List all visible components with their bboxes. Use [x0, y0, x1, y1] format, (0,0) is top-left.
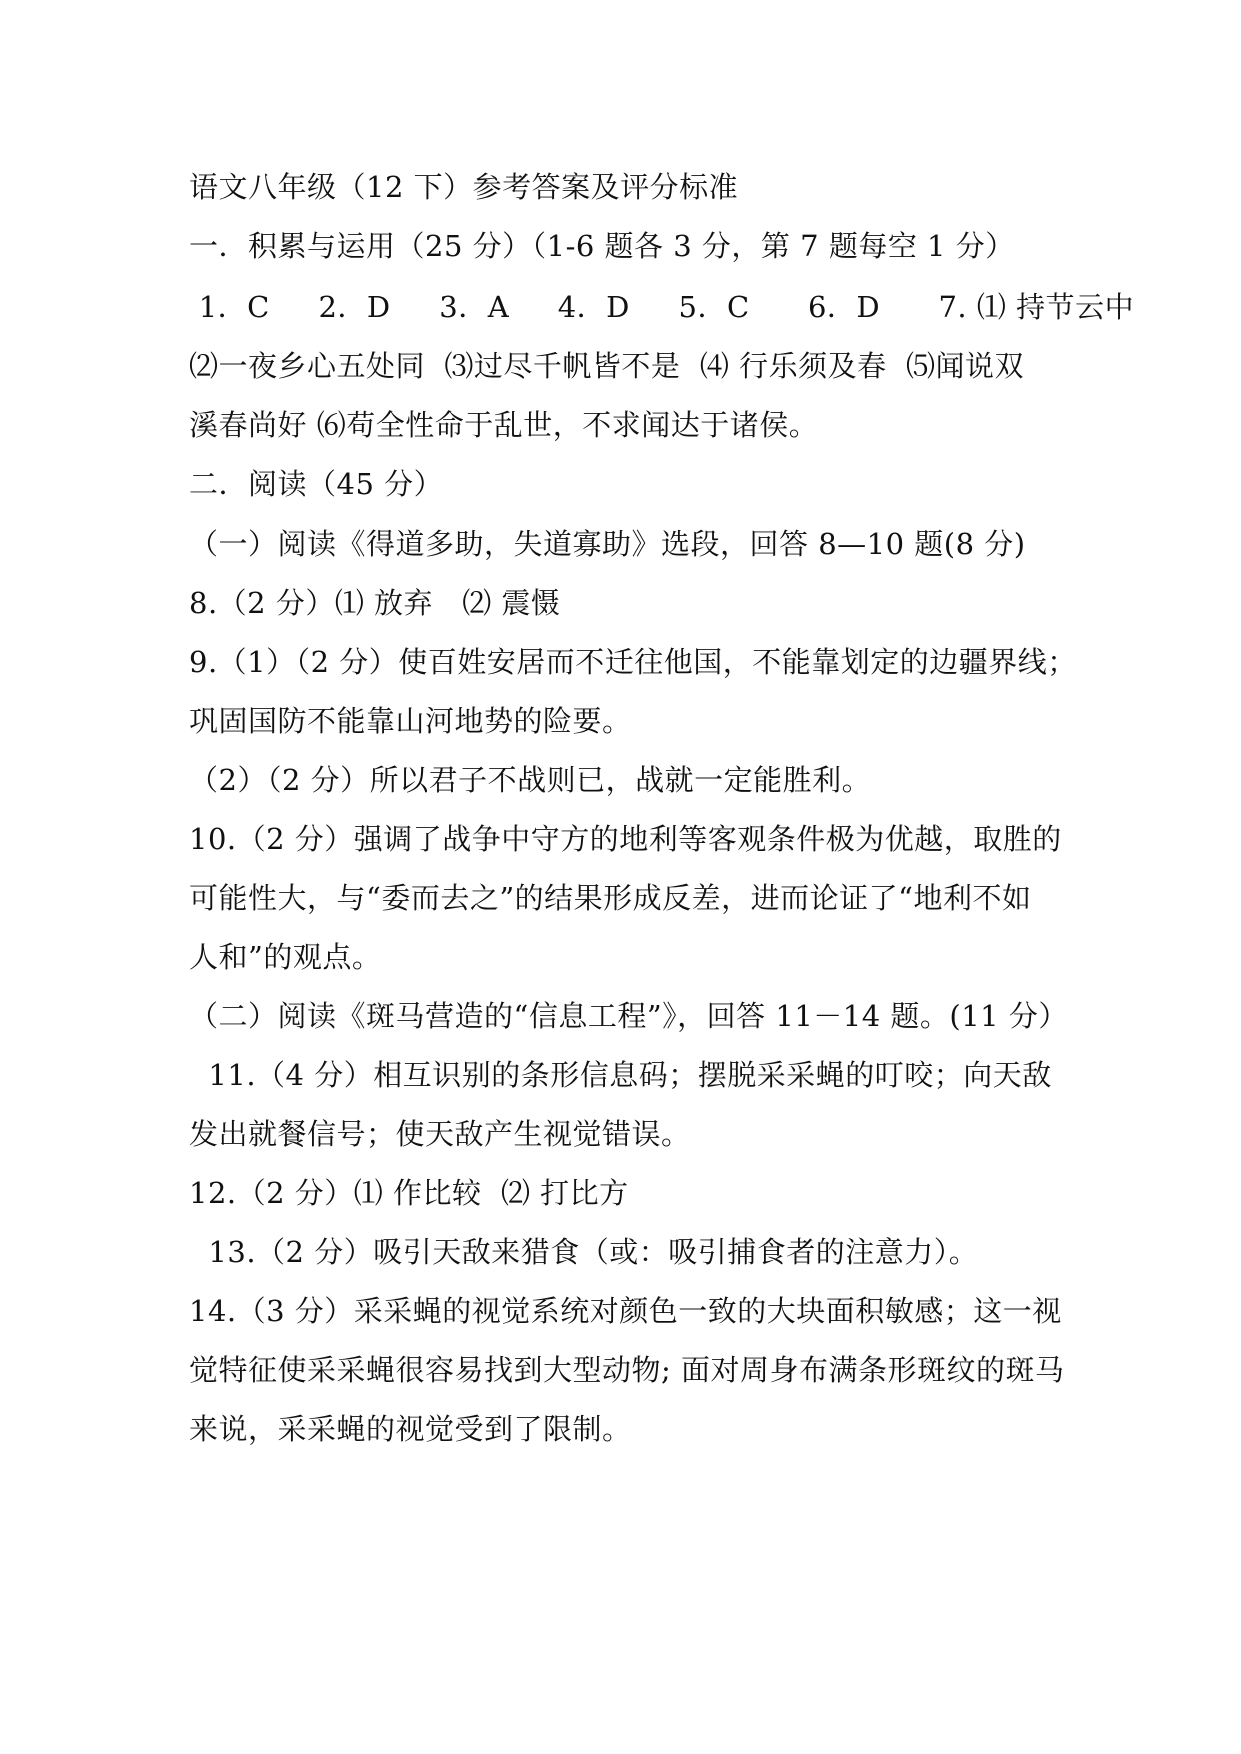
subsection-heading: （二）阅读《斑马营造的“信息工程”》，回答 11－14 题。(11 分）	[189, 999, 1068, 1033]
answer-line: 巩固国防不能靠山河地势的险要。	[189, 704, 632, 738]
answer-line: 来说，采采蝇的视觉受到了限制。	[189, 1412, 632, 1446]
answer-line: ⑵一夜乡心五处同 ⑶过尽千帆皆不是 ⑷ 行乐须及春 ⑸闻说双	[189, 349, 1025, 383]
answer-line: 14.（3 分）采采蝇的视觉系统对颜色一致的大块面积敏感；这一视	[189, 1294, 1062, 1328]
answer-line: 8.（2 分）⑴ 放弃 ⑵ 震慑	[189, 586, 561, 620]
section-heading-1: 一．积累与运用（25 分）（1-6 题各 3 分，第 7 题每空 1 分）	[189, 229, 1015, 263]
answer-line: 13.（2 分）吸引天敌来猎食（或：吸引捕食者的注意力）。	[189, 1235, 979, 1269]
answer-line: （2）（2 分）所以君子不战则已，战就一定能胜利。	[189, 763, 872, 797]
answer-line: 可能性大，与“委而去之”的结果形成反差，进而论证了“地利不如	[189, 881, 1032, 915]
answer-line: 人和”的观点。	[189, 940, 382, 974]
answer-line: 溪春尚好 ⑹苟全性命于乱世，不求闻达于诸侯。	[189, 408, 819, 442]
section-heading-2: 二．阅读（45 分）	[189, 467, 444, 501]
answer-line: 发出就餐信号；使天敌产生视觉错误。	[189, 1117, 691, 1151]
answer-line: 觉特征使采采蝇很容易找到大型动物; 面对周身布满条形斑纹的斑马	[189, 1353, 1065, 1387]
answer-line: 9.（1）（2 分）使百姓安居而不迁往他国，不能靠划定的边疆界线；	[189, 645, 1077, 679]
answer-line: 12.（2 分）⑴ 作比较 ⑵ 打比方	[189, 1176, 629, 1210]
document-title: 语文八年级（12 下）参考答案及评分标准	[189, 170, 739, 204]
subsection-heading: （一）阅读《得道多助，失道寡助》选段，回答 8—10 题(8 分)	[189, 527, 1026, 561]
answer-line: 10.（2 分）强调了战争中守方的地利等客观条件极为优越，取胜的	[189, 822, 1062, 856]
answer-line: 11.（4 分）相互识别的条形信息码；摆脱采采蝇的叮咬；向天敌	[189, 1058, 1052, 1092]
answer-line: 1．C 2．D 3．A 4．D 5．C 6．D 7. ⑴ 持节云中	[189, 290, 1135, 324]
